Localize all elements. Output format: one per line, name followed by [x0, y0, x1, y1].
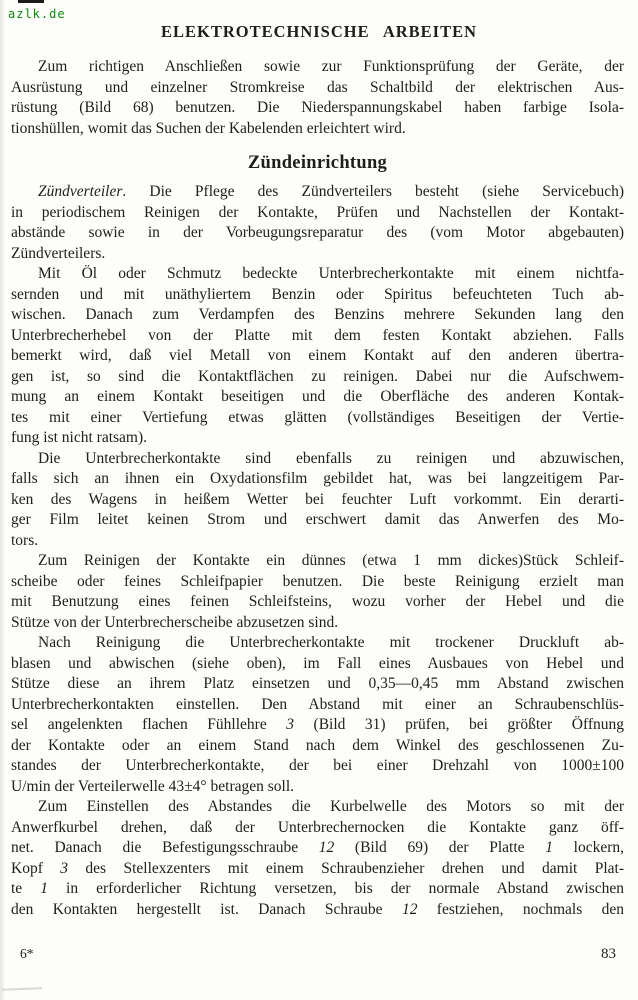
text-line: tors.: [11, 531, 39, 549]
scan-artifact-bottom: [2, 987, 42, 990]
page-edge-shadow: [0, 0, 5, 1000]
text-line: ger Film leitet keinen Strom und erschwert damit das Anwerfen des Mo-: [11, 511, 624, 528]
text-line: Stütze von der Unterbrecherscheibe abzusetzen sind.: [11, 613, 339, 631]
paragraph: [11, 182, 624, 264]
text-line: wischen. Danach zum Verdampfen des Benzins mehrere Sekunden lang den: [11, 306, 624, 323]
text-line: Zündverteiler. Die Pflege des Zündverteilers besteht (siehe Servicebuch): [38, 183, 624, 200]
text-line: U/min der Verteilerwelle 43±4° betragen soll.: [11, 777, 295, 795]
paragraph: [11, 57, 624, 139]
text-line: Ausrüstung und einzelner Stromkreise das Schaltbild der elektrischen Aus-: [11, 78, 624, 96]
paragraph: [11, 264, 624, 449]
text-line: abstände sowie in der Vorbeugungsreparatur des (vom Motor abgebauten): [11, 224, 624, 241]
text-line: tes mit einer Vertiefung etwas glätten (vollständiges Beseitigen der Vertie-: [11, 408, 624, 426]
text-line: te 1 in erforderlicher Richtung versetzen, bis der normale Abstand zwischen: [11, 880, 624, 897]
text-line: fung ist nicht ratsam).: [11, 429, 148, 446]
paragraph: [11, 633, 624, 797]
text-line: Unterbrecherhebel von der Platte mit dem festen Kontakt abziehen. Falls: [11, 326, 624, 344]
text-line: Unterbrecherkontakten einstellen. Den Abstand mit einer an Schraubenschlüs-: [11, 695, 624, 713]
scan-artifact-top: [18, 0, 44, 3]
text-line: in periodischem Reinigen der Kontakte, Prüfen und Nachstellen der Kontakt-: [11, 203, 624, 221]
section-paragraphs: [11, 182, 624, 920]
text-line: Zum Reinigen der Kontakte ein dünnes (etwa 1 mm dickes)Stück Schleif-: [38, 552, 624, 569]
text-block: [0, 57, 638, 920]
text-line: Mit Öl oder Schmutz bedeckte Unterbrecherkontakte mit einem nichtfa-: [38, 265, 624, 282]
text-line: tionshüllen, womit das Suchen der Kabelenden erleichtert wird.: [11, 119, 406, 137]
text-line: gen ist, so sind die Kontaktflächen zu reinigen. Dabei nur die Aufschwem-: [11, 367, 624, 385]
text-line: falls sich an ihnen ein Oxydationsfilm gebildet hat, was bei langzeitigem Par-: [11, 470, 624, 487]
text-line: mung an einem Kontakt beseitigen und die Oberfläche des anderen Kontak-: [11, 388, 624, 405]
text-line: sel angelenkten flachen Fühllehre 3 (Bild 31) prüfen, bei größter Öffnung: [11, 716, 624, 733]
text-line: bemerkt wird, daß viel Metall von einem Kontakt auf den anderen übertra-: [11, 347, 624, 364]
watermark-url: azlk.de: [8, 7, 66, 21]
text-line: Zum Einstellen des Abstandes die Kurbelwelle des Motors so mit der: [38, 798, 624, 815]
text-line: den Kontakten hergestellt ist. Danach Schraube 12 festziehen, nochmals den: [11, 900, 625, 918]
text-line: der Kontakte oder an einem Stand nach dem Winkel des geschlossenen Zu-: [11, 736, 624, 754]
text-line: Nach Reinigung die Unterbrecherkontakte mit trockener Druckluft ab-: [38, 634, 624, 651]
text-line: Kopf 3 des Stellexzenters mit einem Schraubenzieher drehen und damit Plat-: [11, 859, 625, 877]
text-line: rüstung (Bild 68) benutzen. Die Niederspannungskabel haben farbige Isola-: [11, 99, 624, 116]
paragraph: [11, 449, 624, 552]
text-line: Zum richtigen Anschließen sowie zur Funktionsprüfung der Geräte, der: [38, 58, 624, 75]
text-line: net. Danach die Befestigungsschraube 12 (Bild 69) der Platte 1 lockern,: [11, 839, 624, 856]
page-title: ELEKTROTECHNISCHE ARBEITEN: [160, 22, 478, 41]
text-line: mit Benutzung eines feinen Schleifsteins, wozu vorher der Hebel und die: [11, 593, 624, 610]
paragraph: [11, 797, 624, 920]
text-line: blasen und abwischen (siehe oben), im Fall eines Ausbaues von Hebel und: [11, 654, 624, 672]
text-line: sernden und mit unäthyliertem Benzin oder Spiritus befeuchteten Tuch ab-: [11, 285, 624, 303]
text-line: Die Unterbrecherkontakte sind ebenfalls zu reinigen und abzuwischen,: [38, 449, 624, 467]
signature-mark: 6*: [20, 946, 34, 961]
text-line: Stütze diese an ihrem Platz einsetzen und 0,35—0,45 mm Abstand zwischen: [11, 675, 624, 692]
text-line: ken des Wagens in heißem Wetter bei feuchter Luft vorkommt. Ein derarti-: [11, 490, 624, 508]
text-line: Anwerfkurbel drehen, daß der Unterbrechernocken die Kontakte ganz öff-: [11, 818, 624, 836]
text-line: Zündverteilers.: [11, 244, 106, 262]
page-footer: [0, 946, 638, 963]
intro-paragraphs: [11, 57, 624, 139]
paragraph: [11, 551, 624, 633]
page-number: 83: [601, 946, 616, 962]
text-line: standes der Unterbrecherkontakte, der bei einer Drehzahl von 1000±100: [11, 757, 624, 774]
text-line: scheibe oder feines Schleifpapier benutzen. Die beste Reinigung erzielt man: [11, 572, 624, 590]
section-heading: Zündeinrichtung: [247, 153, 388, 173]
